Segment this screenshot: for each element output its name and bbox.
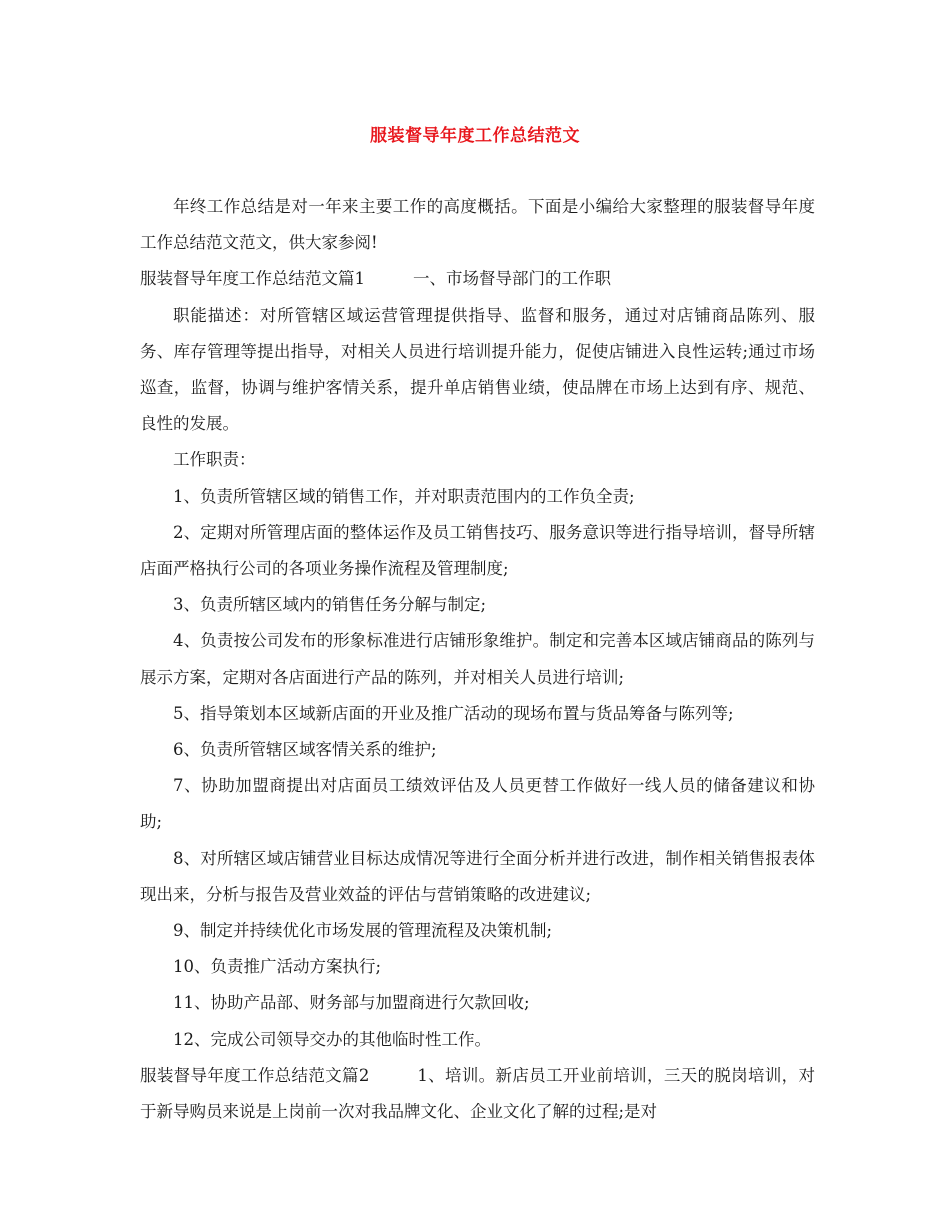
document-body — [140, 189, 815, 1130]
duty-item: 6、负责所管辖区域客情关系的维护; — [173, 740, 437, 760]
duty-item: 1、负责所管辖区域的销售工作，并对职责范围内的工作负全责; — [173, 486, 635, 506]
duty-item: 10、负责推广活动方案执行; — [173, 957, 382, 977]
section1-lead: 一、市场督导部门的工作职 — [413, 269, 611, 289]
duty-item: 2、定期对所管理店面的整体运作及员工销售技巧、服务意识等进行指导培训，督导所辖店面严格执行公司的各项业务操作流程及管理制度; — [140, 522, 815, 579]
section1-description: 职能描述：对所管辖区域运营管理提供指导、监督和服务，通过对店铺商品陈列、服务、库存管理等提出指导，对相关人员进行培训提升能力，促使店铺进入良性运转;通过市场巡查，监督，协调与维护客情关系，提升单店销售业绩，使品牌在市场上达到有序、规范、良性的发展。 — [140, 305, 815, 434]
duty-item: 7、协助加盟商提出对店面员工绩效评估及人员更替工作做好一线人员的储备建议和协助; — [140, 776, 815, 832]
section2-heading: 服装督导年度工作总结范文篇2 — [140, 1065, 370, 1085]
duty-item: 5、指导策划本区域新店面的开业及推广活动的现场布置与货品筹备与陈列等; — [173, 703, 734, 723]
section2-paragraph — [140, 1058, 815, 1130]
document-title: 服装督导年度工作总结范文 — [370, 126, 580, 146]
section1-heading-line — [140, 261, 815, 297]
intro-paragraph: 年终工作总结是对一年来主要工作的高度概括。下面是小编给大家整理的服装督导年度工作总结范文范文，供大家参阅! — [140, 197, 815, 253]
section1-heading: 服装督导年度工作总结范文篇1 — [140, 269, 365, 289]
duty-item: 3、负责所辖区域内的销售任务分解与制定; — [173, 595, 487, 615]
duty-item: 9、制定并持续优化市场发展的管理流程及决策机制; — [173, 921, 553, 941]
duty-item: 12、完成公司领导交办的其他临时性工作。 — [173, 1029, 491, 1049]
duty-item: 4、负责按公司发布的形象标准进行店铺形象维护。制定和完善本区域店铺商品的陈列与展示方案，定期对各店面进行产品的陈列，并对相关人员进行培训; — [140, 631, 815, 687]
duty-item: 11、协助产品部、财务部与加盟商进行欠款回收; — [173, 993, 530, 1013]
section2-lead: 1、培训。新店员工开业前培训，三天的脱岗培训，对于新导购员来说是上岗前一次对我品牌文化、企业文化了解的过程;是对 — [140, 1065, 816, 1122]
duties-label: 工作职责： — [173, 450, 256, 470]
duty-item: 8、对所辖区域店铺营业目标达成情况等进行全面分析并进行改进，制作相关销售报表体现出来，分析与报告及营业效益的评估与营销策略的改进建议; — [140, 848, 815, 904]
